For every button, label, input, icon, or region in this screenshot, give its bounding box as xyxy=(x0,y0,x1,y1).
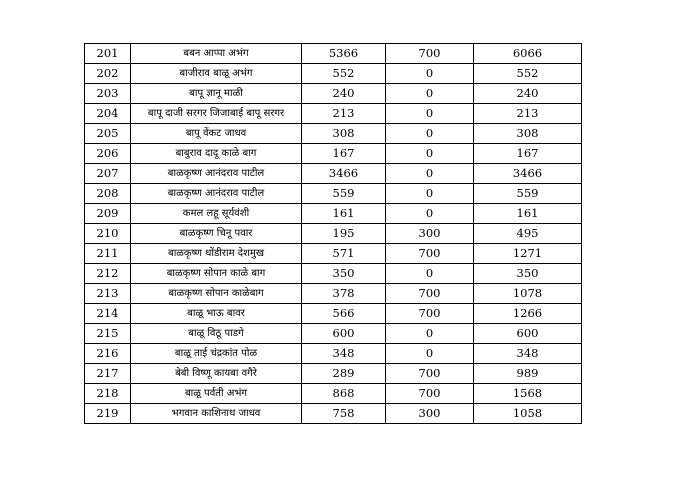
table-row xyxy=(85,124,582,144)
total-cell: 989 xyxy=(474,364,582,384)
amount-a-cell: 600 xyxy=(302,324,386,344)
serial-number-cell: 218 xyxy=(85,384,131,404)
serial-number-cell: 208 xyxy=(85,184,131,204)
table-row xyxy=(85,284,582,304)
total-cell: 559 xyxy=(474,184,582,204)
amount-b-cell: 700 xyxy=(386,384,474,404)
amount-b-cell: 0 xyxy=(386,264,474,284)
name-cell: बेबी विष्णू कायबा वगैरे xyxy=(131,364,302,384)
total-cell: 167 xyxy=(474,144,582,164)
amount-b-cell: 0 xyxy=(386,184,474,204)
serial-number-cell: 219 xyxy=(85,404,131,424)
amount-a-cell: 571 xyxy=(302,244,386,264)
amount-b-cell: 300 xyxy=(386,224,474,244)
amount-a-cell: 213 xyxy=(302,104,386,124)
table-row xyxy=(85,144,582,164)
amount-b-cell: 300 xyxy=(386,404,474,424)
total-cell: 1058 xyxy=(474,404,582,424)
serial-number-cell: 215 xyxy=(85,324,131,344)
name-cell: कमल लहू सूर्यवंशी xyxy=(131,204,302,224)
name-cell: बापू वेंकट जाधव xyxy=(131,124,302,144)
name-cell: बाळकृष्ण धोंडीराम देशमुख xyxy=(131,244,302,264)
serial-number-cell: 201 xyxy=(85,44,131,64)
table-row xyxy=(85,224,582,244)
table-row xyxy=(85,244,582,264)
name-cell: बाळू पर्वती अभंग xyxy=(131,384,302,404)
serial-number-cell: 216 xyxy=(85,344,131,364)
table-row xyxy=(85,184,582,204)
name-cell: भगवान काशिनाथ जाधव xyxy=(131,404,302,424)
serial-number-cell: 207 xyxy=(85,164,131,184)
total-cell: 350 xyxy=(474,264,582,284)
total-cell: 552 xyxy=(474,64,582,84)
serial-number-cell: 210 xyxy=(85,224,131,244)
total-cell: 240 xyxy=(474,84,582,104)
amount-b-cell: 0 xyxy=(386,64,474,84)
amount-a-cell: 161 xyxy=(302,204,386,224)
total-cell: 1078 xyxy=(474,284,582,304)
amount-a-cell: 378 xyxy=(302,284,386,304)
serial-number-cell: 206 xyxy=(85,144,131,164)
name-cell: बाळकृष्ण सोपान काळेबाग xyxy=(131,284,302,304)
amount-a-cell: 350 xyxy=(302,264,386,284)
serial-number-cell: 211 xyxy=(85,244,131,264)
name-cell: बापू दाजी सरगर जिजाबाई बापू सरगर xyxy=(131,104,302,124)
table-row xyxy=(85,64,582,84)
total-cell: 3466 xyxy=(474,164,582,184)
table-row xyxy=(85,364,582,384)
total-cell: 348 xyxy=(474,344,582,364)
table-row xyxy=(85,344,582,364)
amount-b-cell: 0 xyxy=(386,84,474,104)
amount-a-cell: 195 xyxy=(302,224,386,244)
table-row xyxy=(85,104,582,124)
total-cell: 308 xyxy=(474,124,582,144)
name-cell: बबन आप्पा अभंग xyxy=(131,44,302,64)
serial-number-cell: 213 xyxy=(85,284,131,304)
total-cell: 495 xyxy=(474,224,582,244)
total-cell: 213 xyxy=(474,104,582,124)
amount-b-cell: 0 xyxy=(386,164,474,184)
amount-b-cell: 0 xyxy=(386,204,474,224)
serial-number-cell: 202 xyxy=(85,64,131,84)
table-row xyxy=(85,204,582,224)
total-cell: 1568 xyxy=(474,384,582,404)
table-row xyxy=(85,44,582,64)
table-row xyxy=(85,164,582,184)
amount-a-cell: 167 xyxy=(302,144,386,164)
serial-number-cell: 217 xyxy=(85,364,131,384)
amount-a-cell: 758 xyxy=(302,404,386,424)
total-cell: 1271 xyxy=(474,244,582,264)
serial-number-cell: 212 xyxy=(85,264,131,284)
amount-a-cell: 5366 xyxy=(302,44,386,64)
name-cell: बाळकृष्ण आनंदराव पाटील xyxy=(131,164,302,184)
amount-a-cell: 566 xyxy=(302,304,386,324)
table-row xyxy=(85,384,582,404)
name-cell: बाळकृष्ण चिनू पवार xyxy=(131,224,302,244)
total-cell: 600 xyxy=(474,324,582,344)
amount-a-cell: 559 xyxy=(302,184,386,204)
serial-number-cell: 209 xyxy=(85,204,131,224)
amount-a-cell: 868 xyxy=(302,384,386,404)
name-cell: बाळकृष्ण सोपान काळे बाग xyxy=(131,264,302,284)
amount-a-cell: 348 xyxy=(302,344,386,364)
amount-b-cell: 0 xyxy=(386,344,474,364)
amount-b-cell: 0 xyxy=(386,144,474,164)
name-cell: बाळू विठू पाडगे xyxy=(131,324,302,344)
name-cell: बापू ज्ञानू माळी xyxy=(131,84,302,104)
table-row xyxy=(85,84,582,104)
table-row xyxy=(85,404,582,424)
serial-number-cell: 203 xyxy=(85,84,131,104)
table-row xyxy=(85,324,582,344)
amount-b-cell: 700 xyxy=(386,44,474,64)
amount-b-cell: 700 xyxy=(386,304,474,324)
serial-number-cell: 204 xyxy=(85,104,131,124)
name-cell: बाळकृष्ण आनंदराव पाटील xyxy=(131,184,302,204)
name-cell: बाबुराव दादू काळे बाग xyxy=(131,144,302,164)
amount-a-cell: 308 xyxy=(302,124,386,144)
ledger-table xyxy=(84,43,582,424)
name-cell: बाजीराव बाळू अभंग xyxy=(131,64,302,84)
table-row xyxy=(85,264,582,284)
name-cell: बाळू ताई चंद्रकांत पोळ xyxy=(131,344,302,364)
amount-b-cell: 0 xyxy=(386,124,474,144)
total-cell: 6066 xyxy=(474,44,582,64)
total-cell: 161 xyxy=(474,204,582,224)
amount-b-cell: 700 xyxy=(386,364,474,384)
amount-a-cell: 3466 xyxy=(302,164,386,184)
amount-b-cell: 0 xyxy=(386,324,474,344)
serial-number-cell: 205 xyxy=(85,124,131,144)
amount-a-cell: 552 xyxy=(302,64,386,84)
amount-b-cell: 700 xyxy=(386,284,474,304)
amount-b-cell: 700 xyxy=(386,244,474,264)
amount-a-cell: 289 xyxy=(302,364,386,384)
name-cell: बाळू भाऊ बावर xyxy=(131,304,302,324)
total-cell: 1266 xyxy=(474,304,582,324)
ledger-body xyxy=(85,44,582,424)
amount-a-cell: 240 xyxy=(302,84,386,104)
table-row xyxy=(85,304,582,324)
serial-number-cell: 214 xyxy=(85,304,131,324)
amount-b-cell: 0 xyxy=(386,104,474,124)
